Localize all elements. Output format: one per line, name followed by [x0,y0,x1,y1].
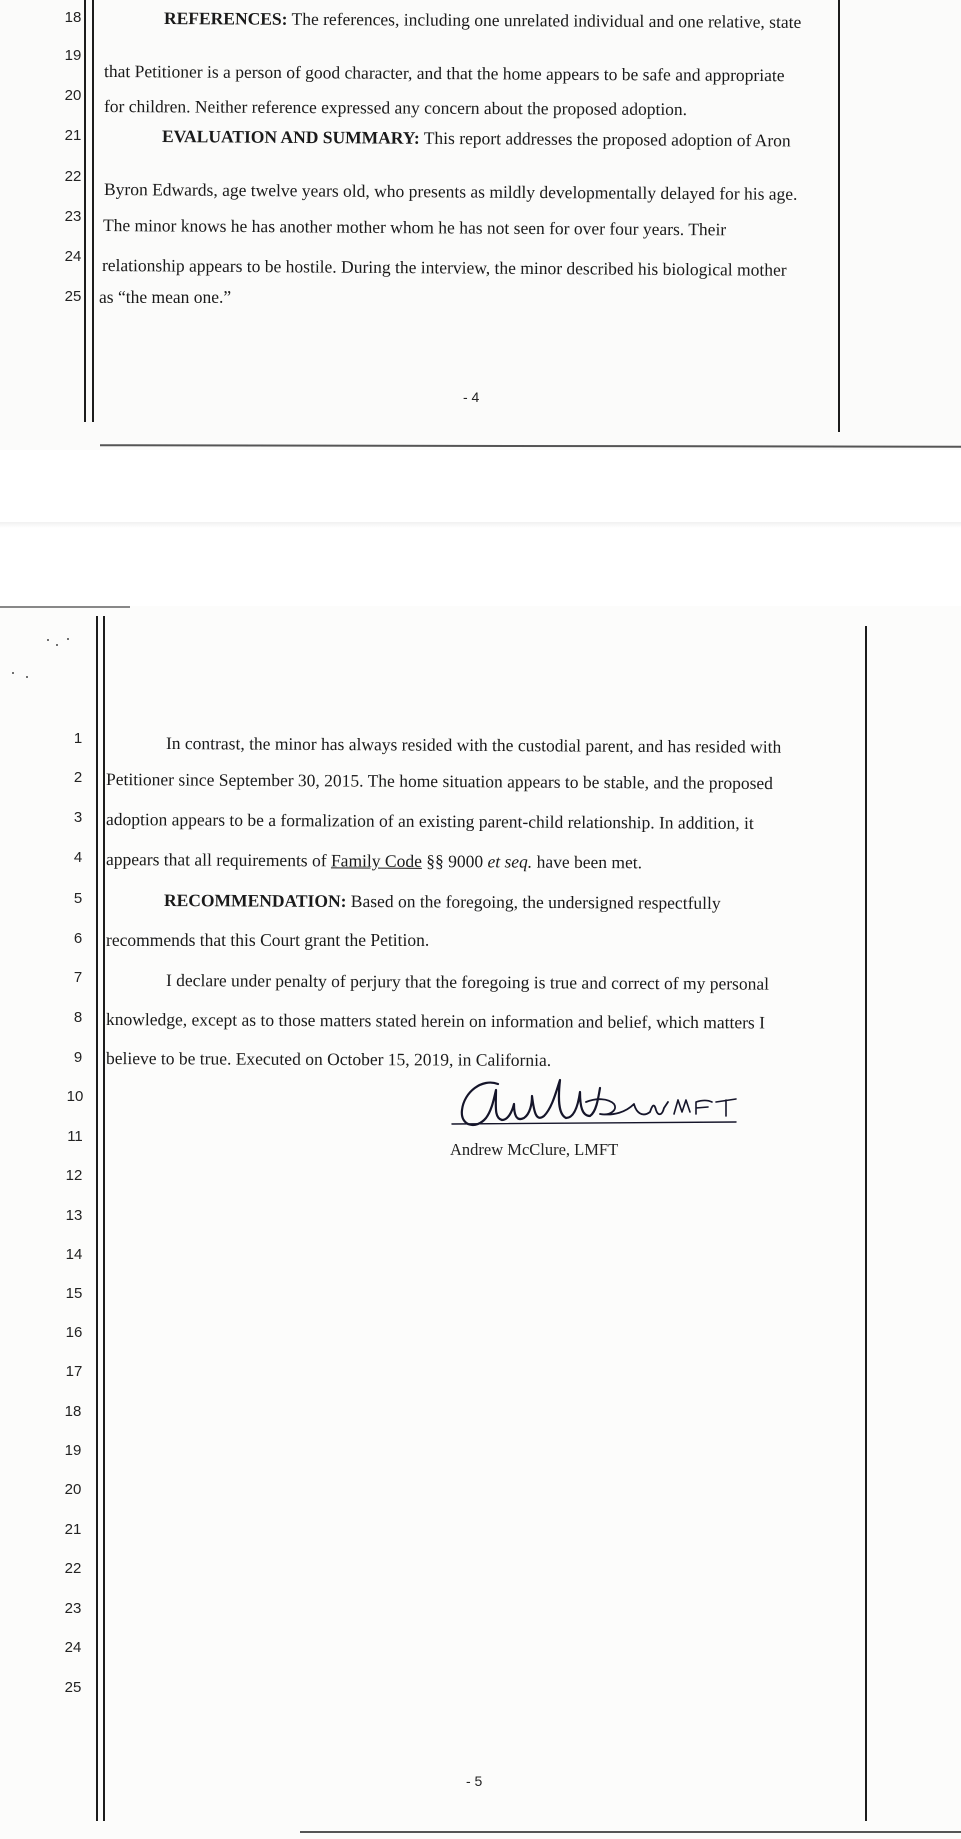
line-number: 5 [73,890,83,907]
left-margin-rule-outer [96,616,98,1821]
line-number: 3 [73,809,83,826]
line-number: 1 [73,730,83,747]
recommendation-paragraph-line: recommends that this Court grant the Petition. [106,930,430,950]
evaluation-paragraph-line: Byron Edwards, age twelve years old, who presents as mildly developmentally delayed for his age. [103,179,798,204]
line-number: 16 [65,1324,83,1341]
references-paragraph-line: REFERENCES: The references, including one unrelated individual and one relative, state [163,8,802,32]
evaluation-heading: EVALUATION AND SUMMARY: [161,126,420,148]
page-number: - 4 [463,389,480,405]
line-number: 21 [64,1521,82,1538]
line-number: 15 [65,1285,83,1302]
line-number: 25 [64,288,82,305]
scan-speck [47,639,49,641]
page-top-edge [0,606,130,608]
line-number: 23 [64,208,82,225]
line-number: 22 [64,1560,82,1577]
recommendation-heading: RECOMMENDATION: [163,890,347,911]
line-number: 21 [64,127,82,144]
line-number: 8 [73,1009,83,1026]
line-number: 9 [73,1049,83,1066]
page-bottom-edge [100,444,961,448]
scan-speck [26,676,28,678]
line-number: 25 [64,1679,82,1696]
line-number: 23 [64,1600,82,1617]
line-number: 7 [73,969,83,986]
contrast-paragraph-line: appears that all requirements of Family Code §§ 9000 et seq. have been met. [105,849,643,873]
line-number: 2 [73,769,83,786]
line-number: 13 [65,1207,83,1224]
left-margin-rule-inner [103,616,105,1821]
recommendation-paragraph-line: RECOMMENDATION: Based on the foregoing, the undersigned respectfully [163,890,721,913]
references-heading: REFERENCES: [163,8,288,29]
document-page-5 [0,606,961,1839]
line-number: 20 [64,87,82,104]
references-paragraph-line: for children. Neither reference expressed any concern about the proposed adoption. [103,96,688,120]
page-bottom-edge [300,1831,961,1833]
signatory-name: Andrew McClure, LMFT [450,1140,619,1159]
page-number: - 5 [466,1773,483,1789]
contrast-paragraph-line: In contrast, the minor has always resided with the custodial parent, and has resided with [165,733,782,757]
declaration-paragraph-line: I declare under penalty of perjury that the foregoing is true and correct of my personal [165,970,770,994]
scan-speck [56,644,58,646]
evaluation-paragraph-line: The minor knows he has another mother whom he has not seen for over four years. Their [102,215,727,240]
handwritten-signature [446,1072,766,1147]
line-number: 4 [73,849,83,866]
line-number: 6 [73,930,83,947]
contrast-paragraph-line: Petitioner since September 30, 2015. The home situation appears to be stable, and the proposed [105,769,774,794]
line-number: 22 [64,168,82,185]
evaluation-paragraph-line: relationship appears to be hostile. During the interview, the minor described his biological mother [101,255,787,280]
line-number: 20 [64,1481,82,1498]
line-number: 10 [66,1088,84,1105]
right-margin-rule [865,626,867,1821]
page-gap [0,450,961,606]
line-number: 24 [64,1639,82,1656]
declaration-paragraph-line: knowledge, except as to those matters stated herein on information and belief, which matters I [105,1009,766,1033]
page-gap-shadow [0,522,961,528]
family-code-citation: Family Code [330,850,422,871]
right-margin-rule [838,0,840,432]
line-number: 18 [64,1403,82,1420]
document-page-4 [0,0,961,450]
contrast-paragraph-line: adoption appears to be a formalization of an existing parent-child relationship. In addition, it [105,809,754,833]
declaration-paragraph-line: believe to be true. Executed on October 15, 2019, in California. [105,1048,552,1070]
line-number: 12 [65,1167,83,1184]
line-number: 17 [65,1363,83,1380]
evaluation-paragraph-line: as “the mean one.” [99,287,232,307]
scan-speck [67,638,69,640]
line-number: 19 [64,1442,82,1459]
references-paragraph-line: that Petitioner is a person of good character, and that the home appears to be safe and appropriate [103,61,785,86]
evaluation-paragraph-line: EVALUATION AND SUMMARY: This report addresses the proposed adoption of Aron [161,126,791,151]
scan-speck [12,672,14,674]
line-number: 19 [64,47,82,64]
line-number: 24 [64,248,82,265]
line-number: 18 [64,9,82,26]
line-number: 14 [65,1246,83,1263]
line-number: 11 [67,1128,83,1145]
